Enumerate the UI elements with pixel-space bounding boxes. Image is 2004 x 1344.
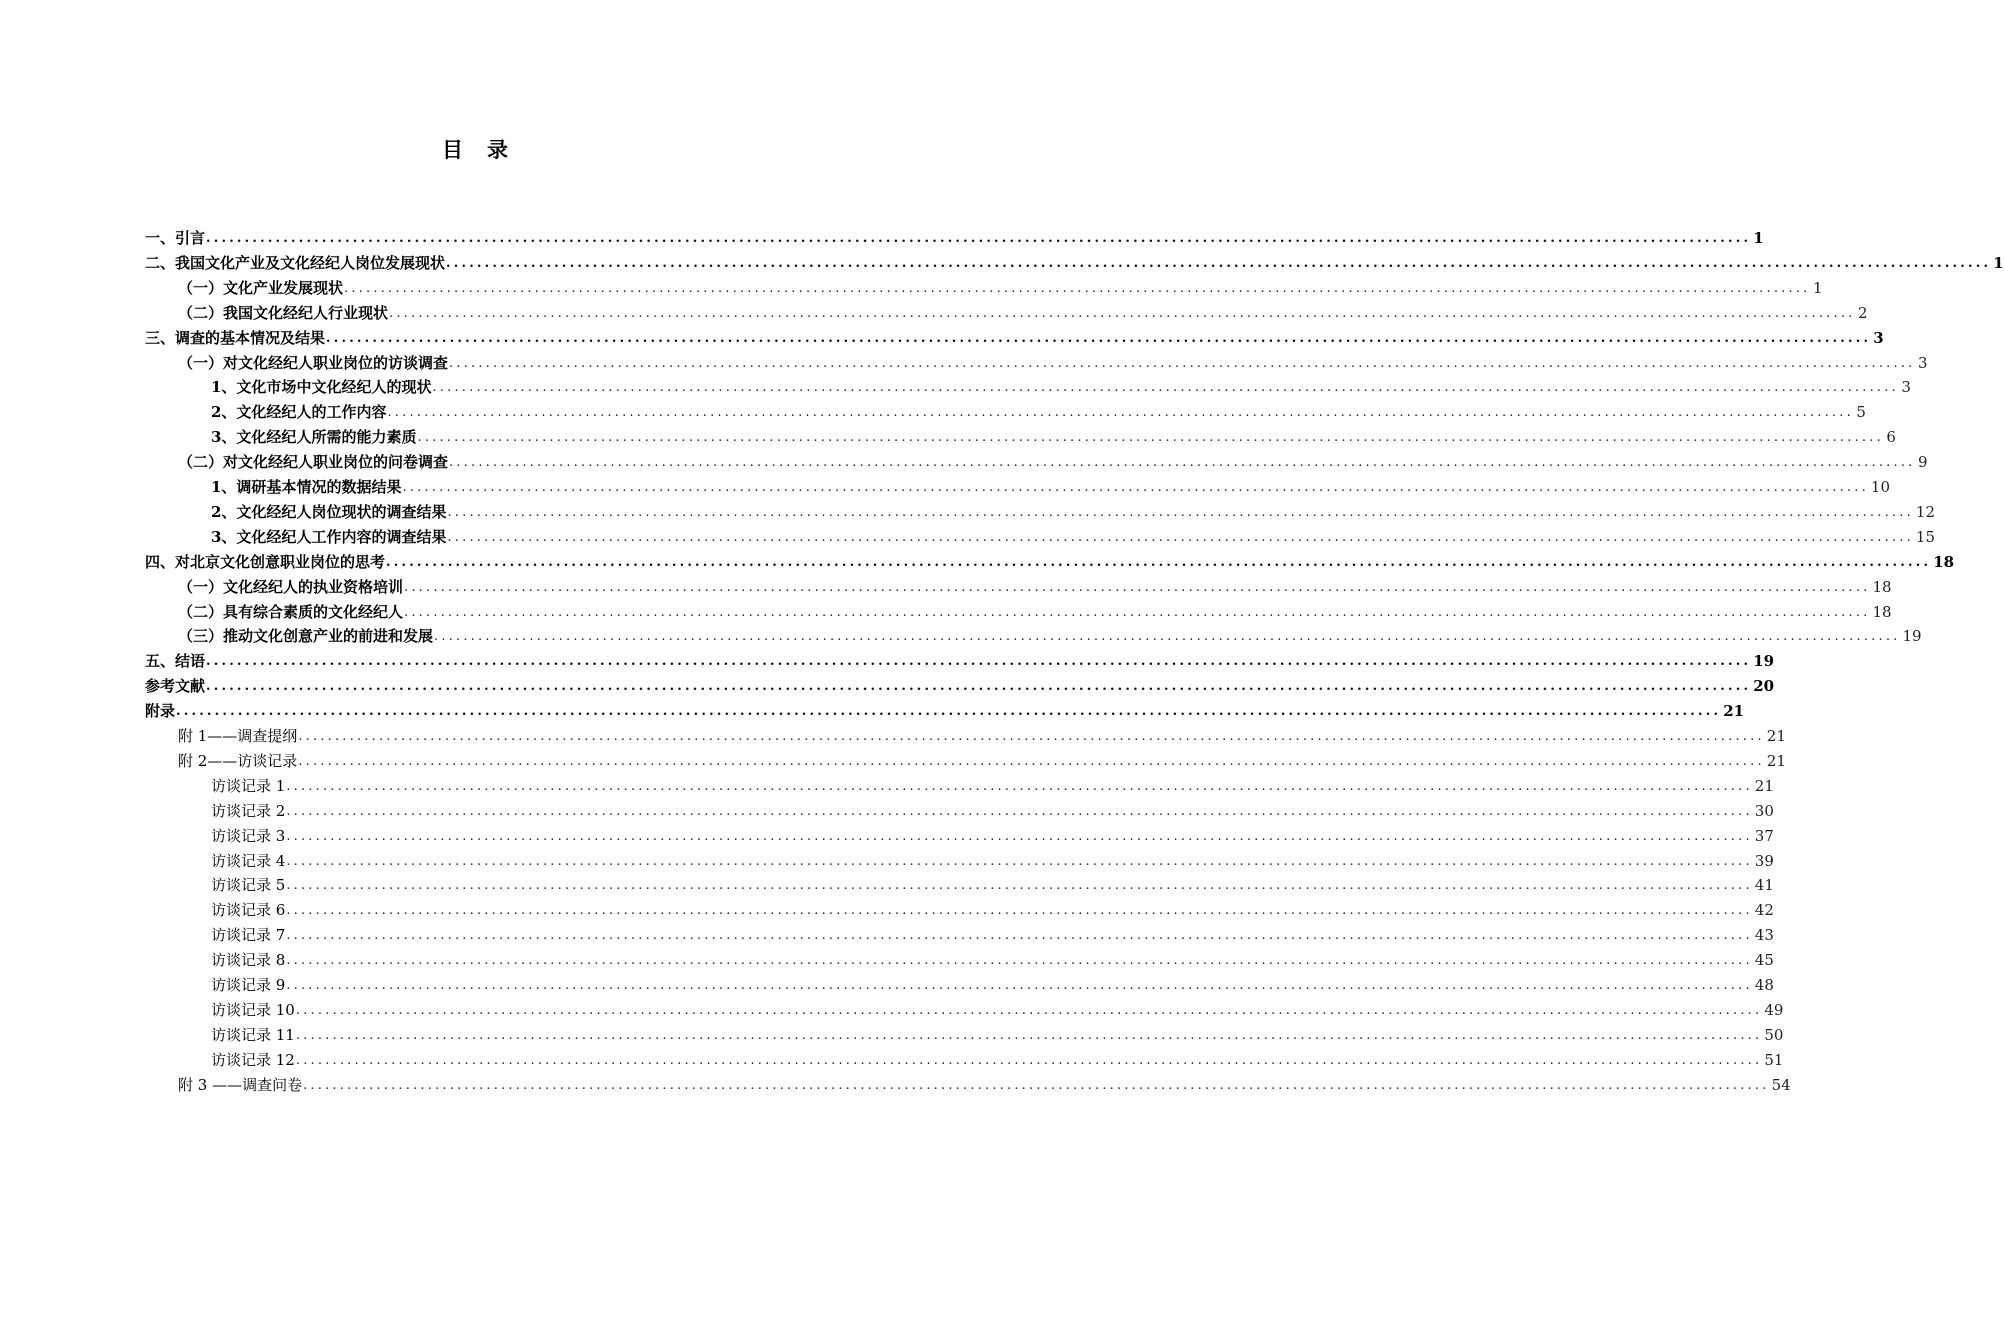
- toc-dot-leader: ........................................................................................................................................................................................................: [449, 355, 1916, 371]
- toc-entry[interactable]: [145, 699, 1745, 723]
- toc-entry[interactable]: [211, 774, 1774, 798]
- toc-entry-label: 访谈记录 12: [211, 1050, 295, 1069]
- page-title: [0, 134, 950, 164]
- toc-entry-label: 二、我国文化产业及文化经纪人岗位发展现状: [145, 253, 446, 272]
- toc-entry[interactable]: [211, 898, 1774, 922]
- toc-dot-leader: ........................................................................................................................................................................................................: [286, 978, 1753, 993]
- toc-dot-leader: ........................................................................................................................................................................................................: [446, 255, 1992, 271]
- toc-entry-page-number: 49: [1764, 1000, 1784, 1019]
- toc-dot-leader: ........................................................................................................................................................................................................: [447, 529, 1914, 545]
- toc-entry-label: （一）对文化经纪人职业岗位的访谈调查: [178, 353, 449, 372]
- toc-entry-label: 访谈记录 11: [211, 1025, 295, 1044]
- toc-entry-page-number: 1: [1753, 229, 1764, 247]
- toc-entry-label: （一）文化产业发展现状: [178, 278, 344, 297]
- toc-dot-leader: ........................................................................................................................................................................................................: [206, 679, 1752, 695]
- toc-dot-leader: ........................................................................................................................................................................................................: [206, 231, 1752, 246]
- toc-dot-leader: ........................................................................................................................................................................................................: [286, 828, 1753, 844]
- toc-entry-page-number: 21: [1766, 751, 1786, 770]
- toc-dot-leader: ........................................................................................................................................................................................................: [295, 1027, 1763, 1043]
- toc-entry[interactable]: [145, 550, 1955, 574]
- toc-entry-label: 访谈记录 7: [211, 926, 286, 945]
- toc-dot-leader: ........................................................................................................................................................................................................: [286, 928, 1753, 944]
- toc-dot-leader: ........................................................................................................................................................................................................: [447, 504, 1914, 520]
- toc-entry-page-number: 3: [1917, 353, 1928, 372]
- toc-entry-label: 访谈记录 4: [211, 851, 286, 870]
- toc-entry[interactable]: [178, 575, 1892, 599]
- toc-dot-leader: ........................................................................................................................................................................................................: [298, 753, 1765, 769]
- toc-dot-leader: ........................................................................................................................................................................................................: [387, 405, 1854, 421]
- toc-entry[interactable]: [145, 226, 1764, 250]
- toc-dot-leader: ........................................................................................................................................................................................................: [389, 305, 1856, 321]
- toc-dot-leader: ........................................................................................................................................................................................................: [417, 430, 1884, 446]
- toc-entry-label: 附 1——调查提纲: [178, 727, 298, 745]
- toc-dot-leader: ........................................................................................................................................................................................................: [286, 778, 1753, 794]
- toc-entry[interactable]: [211, 799, 1774, 823]
- toc-entry-page-number: 10: [1870, 478, 1891, 496]
- toc-entry[interactable]: [211, 1048, 1784, 1072]
- toc-dot-leader: ........................................................................................................................................................................................................: [434, 629, 1901, 645]
- toc-entry-page-number: 2: [1857, 303, 1868, 322]
- toc-entry-label: 访谈记录 10: [211, 1000, 295, 1019]
- toc-dot-leader: ........................................................................................................................................................................................................: [176, 704, 1722, 720]
- toc-entry[interactable]: [211, 400, 1866, 424]
- toc-entry-label: 1、调研基本情况的数据结果: [211, 478, 402, 496]
- toc-entry[interactable]: [211, 948, 1774, 972]
- toc-entry-page-number: 41: [1754, 876, 1774, 895]
- toc-entry-label: （一）文化经纪人的执业资格培训: [178, 577, 404, 596]
- toc-entry-page-number: 18: [1872, 602, 1892, 621]
- toc-entry-page-number: 50: [1764, 1025, 1784, 1044]
- toc-entry[interactable]: [145, 649, 1775, 673]
- toc-entry[interactable]: [211, 1023, 1784, 1047]
- toc-entry-label: （二）我国文化经纪人行业现状: [178, 303, 389, 322]
- toc-entry[interactable]: [145, 674, 1775, 698]
- toc-dot-leader: ........................................................................................................................................................................................................: [449, 455, 1916, 471]
- toc-entry-label: 访谈记录 1: [211, 776, 286, 795]
- toc-entry[interactable]: [145, 326, 1884, 350]
- toc-entry-page-number: 18: [1933, 552, 1955, 571]
- toc-entry-page-number: 15: [1915, 527, 1936, 546]
- toc-entry[interactable]: [211, 998, 1784, 1022]
- toc-dot-leader: ........................................................................................................................................................................................................: [286, 853, 1753, 869]
- title-char-1: 目: [442, 137, 463, 162]
- toc-entry[interactable]: [145, 251, 2004, 275]
- toc-entry-label: 2、文化经纪人的工作内容: [211, 403, 387, 422]
- toc-entry[interactable]: [211, 525, 1936, 549]
- toc-entry-page-number: 30: [1754, 801, 1774, 820]
- toc-dot-leader: ........................................................................................................................................................................................................: [286, 878, 1753, 894]
- toc-entry-page-number: 43: [1754, 926, 1774, 945]
- toc-entry-label: 访谈记录 3: [211, 826, 286, 845]
- toc-dot-leader: ........................................................................................................................................................................................................: [295, 1052, 1763, 1068]
- toc-entry-page-number: 21: [1754, 776, 1774, 795]
- toc-entry[interactable]: [211, 375, 1911, 399]
- toc-entry-label: 附 3 ——调查问卷: [178, 1075, 303, 1094]
- toc-entry-label: 参考文献: [145, 677, 206, 696]
- toc-entry-page-number: 37: [1754, 826, 1774, 845]
- toc-entry[interactable]: [211, 849, 1774, 873]
- toc-entry[interactable]: [178, 351, 1928, 375]
- toc-entry[interactable]: [211, 973, 1774, 997]
- toc-entry[interactable]: [211, 475, 1891, 499]
- toc-entry-page-number: 9: [1917, 453, 1928, 472]
- toc-dot-leader: ........................................................................................................................................................................................................: [326, 330, 1872, 346]
- toc-dot-leader: ........................................................................................................................................................................................................: [404, 604, 1871, 620]
- toc-entry[interactable]: [211, 500, 1936, 524]
- toc-entry-label: 附录: [145, 702, 176, 721]
- toc-entry-label: 访谈记录 2: [211, 801, 286, 820]
- toc-entry[interactable]: [211, 824, 1774, 848]
- toc-entry-label: 访谈记录 6: [211, 901, 286, 920]
- toc-entry-page-number: 19: [1902, 627, 1922, 646]
- toc-dot-leader: ........................................................................................................................................................................................................: [303, 1077, 1770, 1093]
- toc-entry-label: 三、调查的基本情况及结果: [145, 328, 326, 347]
- toc-entry-page-number: 3: [1901, 378, 1911, 397]
- toc-entry[interactable]: [178, 301, 1868, 325]
- toc-entry-page-number: 39: [1754, 851, 1774, 870]
- toc-entry-label: 1、文化市场中文化经纪人的现状: [211, 378, 432, 397]
- toc-entry-label: （二）具有综合素质的文化经纪人: [178, 602, 404, 621]
- toc-entry-label: （二）对文化经纪人职业岗位的问卷调查: [178, 453, 449, 472]
- toc-dot-leader: ........................................................................................................................................................................................................: [286, 903, 1753, 919]
- toc-dot-leader: ........................................................................................................................................................................................................: [298, 729, 1765, 744]
- toc-entry[interactable]: [211, 873, 1774, 897]
- toc-entry-page-number: 54: [1771, 1075, 1791, 1094]
- toc-entry-label: 访谈记录 8: [211, 951, 286, 970]
- toc-entry-page-number: 3: [1873, 328, 1884, 347]
- toc-entry-page-number: 5: [1856, 403, 1866, 422]
- toc-entry-page-number: 42: [1754, 901, 1774, 920]
- toc-entry[interactable]: [178, 1073, 1791, 1097]
- toc-entry-label: 3、文化经纪人工作内容的调查结果: [211, 527, 447, 546]
- toc-entry-page-number: 1: [1993, 253, 2004, 272]
- toc-entry-label: 一、引言: [145, 229, 206, 247]
- toc-dot-leader: ........................................................................................................................................................................................................: [404, 579, 1871, 595]
- toc-entry-label: 四、对北京文化创意职业岗位的思考: [145, 552, 386, 571]
- toc-entry-page-number: 12: [1915, 502, 1936, 521]
- toc-dot-leader: ........................................................................................................................................................................................................: [295, 1002, 1763, 1018]
- toc-entry[interactable]: [178, 724, 1786, 748]
- toc-dot-leader: ........................................................................................................................................................................................................: [286, 953, 1753, 969]
- toc-entry[interactable]: [211, 923, 1774, 947]
- toc-dot-leader: ........................................................................................................................................................................................................: [286, 803, 1753, 819]
- title-char-2: 录: [487, 137, 508, 162]
- toc-entry[interactable]: [178, 600, 1892, 624]
- toc-entry[interactable]: [178, 624, 1922, 648]
- toc-entry-page-number: 21: [1766, 727, 1786, 745]
- toc-dot-leader: ........................................................................................................................................................................................................: [432, 380, 1899, 396]
- toc-entry-label: 访谈记录 5: [211, 876, 286, 895]
- toc-entry[interactable]: [178, 450, 1928, 474]
- toc-entry-page-number: 19: [1753, 652, 1775, 671]
- toc-entry-page-number: 20: [1753, 677, 1775, 696]
- toc-entry-label: 附 2——访谈记录: [178, 751, 298, 770]
- toc-entry-label: 五、结语: [145, 652, 206, 671]
- toc-dot-leader: ........................................................................................................................................................................................................: [206, 654, 1752, 670]
- toc-entry-page-number: 18: [1872, 577, 1892, 596]
- toc-entry-label: （三）推动文化创意产业的前进和发展: [178, 627, 434, 646]
- toc-entry-page-number: 48: [1754, 976, 1774, 994]
- toc-entry-page-number: 21: [1723, 702, 1745, 721]
- toc-entry-page-number: 1: [1812, 278, 1823, 297]
- toc-entry[interactable]: [178, 276, 1823, 300]
- toc-dot-leader: ........................................................................................................................................................................................................: [402, 480, 1869, 495]
- toc-entry-page-number: 45: [1754, 951, 1774, 970]
- toc-entry-label: 3、文化经纪人所需的能力素质: [211, 428, 417, 447]
- toc-dot-leader: ........................................................................................................................................................................................................: [344, 280, 1811, 296]
- toc-dot-leader: ........................................................................................................................................................................................................: [386, 554, 1932, 570]
- toc-entry-label: 2、文化经纪人岗位现状的调查结果: [211, 502, 447, 521]
- toc-entry-label: 访谈记录 9: [211, 976, 286, 994]
- toc-entry-page-number: 51: [1764, 1050, 1784, 1069]
- toc-entry-page-number: 6: [1886, 428, 1896, 447]
- toc-entry[interactable]: [211, 425, 1896, 449]
- toc-entry[interactable]: [178, 749, 1786, 773]
